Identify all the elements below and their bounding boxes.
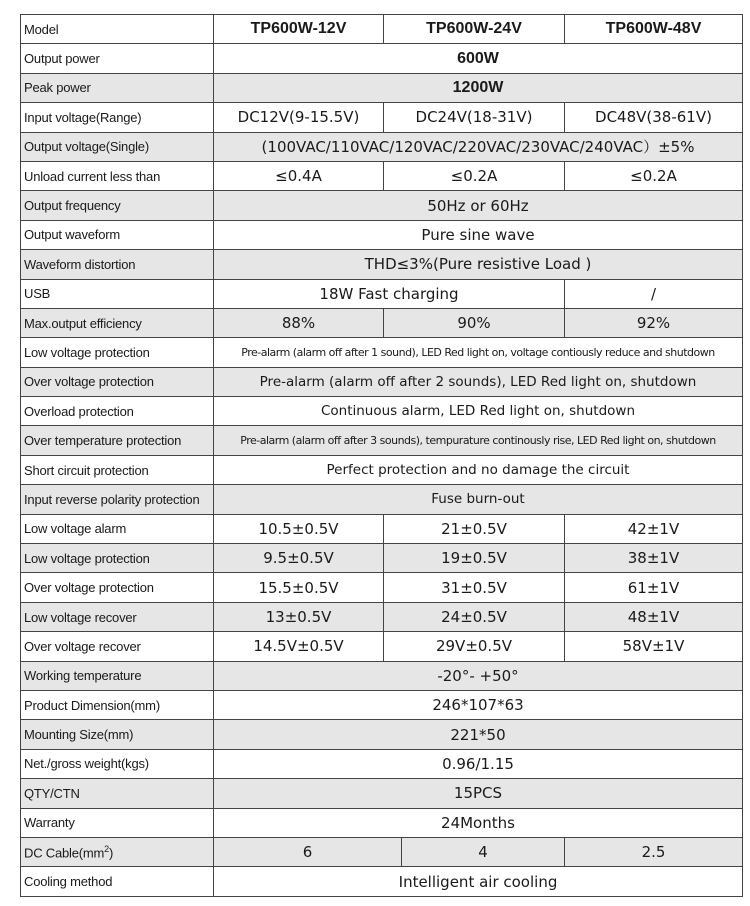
label-weight: Net./gross weight(kgs) xyxy=(21,749,214,778)
label-dc-cable-close: ) xyxy=(108,845,114,861)
label-model: Model xyxy=(21,15,214,44)
label-waveform-distortion: Waveform distortion xyxy=(21,250,214,279)
value-max-efficiency-12v: 88% xyxy=(214,308,384,337)
row-overload-protection xyxy=(21,397,743,426)
label-max-efficiency: Max.output efficiency xyxy=(21,308,214,337)
row-waveform-distortion xyxy=(21,250,743,279)
label-input-voltage: Input voltage(Range) xyxy=(21,103,214,132)
value-low-voltage-protection: Pre-alarm (alarm off after 1 sound), LED Red light on, voltage contiously reduce and shutdown xyxy=(214,338,743,367)
label-peak-power: Peak power xyxy=(21,73,214,102)
row-over-voltage-recover xyxy=(21,632,743,661)
value-max-efficiency-48v: 92% xyxy=(565,308,743,337)
value-over-voltage-recover-48v: 58V±1V xyxy=(565,632,743,661)
model-12v: TP600W-12V xyxy=(214,15,384,44)
row-low-voltage-recover xyxy=(21,602,743,631)
value-low-voltage-recover-48v: 48±1V xyxy=(565,602,743,631)
value-over-voltage-protection-12v: 15.5±0.5V xyxy=(214,573,384,602)
row-output-power xyxy=(21,44,743,73)
label-short-circuit-protection: Short circuit protection xyxy=(21,455,214,484)
value-peak-power: 1200W xyxy=(214,73,743,102)
row-short-circuit-protection xyxy=(21,455,743,484)
value-mounting-size: 221*50 xyxy=(214,720,743,749)
row-unload-current xyxy=(21,161,743,190)
row-low-voltage-protection-threshold xyxy=(21,544,743,573)
row-low-voltage-protection xyxy=(21,338,743,367)
label-low-voltage-protection-threshold: Low voltage protection xyxy=(21,544,214,573)
value-over-temperature-protection: Pre-alarm (alarm off after 3 sounds), tempurature continously rise, LED Red light on, shutdown xyxy=(214,426,743,455)
value-over-voltage-recover-24v: 29V±0.5V xyxy=(384,632,565,661)
label-product-dimension: Product Dimension(mm) xyxy=(21,690,214,719)
row-output-waveform xyxy=(21,220,743,249)
row-usb xyxy=(21,279,743,308)
label-dc-cable xyxy=(21,837,214,866)
row-cooling-method xyxy=(21,867,743,896)
label-output-power: Output power xyxy=(21,44,214,73)
row-model xyxy=(21,15,743,44)
value-low-voltage-recover-12v: 13±0.5V xyxy=(214,602,384,631)
label-mounting-size: Mounting Size(mm) xyxy=(21,720,214,749)
label-dc-cable-text: DC Cable(mm xyxy=(24,845,105,861)
label-reverse-polarity-protection: Input reverse polarity protection xyxy=(21,485,214,514)
row-working-temperature xyxy=(21,661,743,690)
value-low-voltage-recover-24v: 24±0.5V xyxy=(384,602,565,631)
row-weight xyxy=(21,749,743,778)
value-input-voltage-24v: DC24V(18-31V) xyxy=(384,103,565,132)
value-input-voltage-12v: DC12V(9-15.5V) xyxy=(214,103,384,132)
label-unload-current: Unload current less than xyxy=(21,161,214,190)
value-unload-current-48v: ≤0.2A xyxy=(565,161,743,190)
value-weight: 0.96/1.15 xyxy=(214,749,743,778)
value-product-dimension: 246*107*63 xyxy=(214,690,743,719)
value-over-voltage-protection-24v: 31±0.5V xyxy=(384,573,565,602)
label-low-voltage-recover: Low voltage recover xyxy=(21,602,214,631)
row-dc-cable xyxy=(21,837,743,866)
value-low-voltage-protection-24v: 19±0.5V xyxy=(384,544,565,573)
value-dc-cable-12v: 6 xyxy=(214,837,402,866)
value-waveform-distortion: THD≤3%(Pure resistive Load ) xyxy=(214,250,743,279)
row-output-voltage xyxy=(21,132,743,161)
row-low-voltage-alarm xyxy=(21,514,743,543)
value-low-voltage-alarm-12v: 10.5±0.5V xyxy=(214,514,384,543)
value-low-voltage-alarm-24v: 21±0.5V xyxy=(384,514,565,543)
row-peak-power xyxy=(21,73,743,102)
row-mounting-size xyxy=(21,720,743,749)
label-overload-protection: Overload protection xyxy=(21,397,214,426)
row-reverse-polarity-protection xyxy=(21,485,743,514)
label-output-frequency: Output frequency xyxy=(21,191,214,220)
model-48v: TP600W-48V xyxy=(565,15,743,44)
value-input-voltage-48v: DC48V(38-61V) xyxy=(565,103,743,132)
label-working-temperature: Working temperature xyxy=(21,661,214,690)
value-low-voltage-alarm-48v: 42±1V xyxy=(565,514,743,543)
value-usb-48v: / xyxy=(565,279,743,308)
label-warranty: Warranty xyxy=(21,808,214,837)
row-qty-ctn xyxy=(21,779,743,808)
label-qty-ctn: QTY/CTN xyxy=(21,779,214,808)
label-cooling-method: Cooling method xyxy=(21,867,214,896)
value-low-voltage-protection-12v: 9.5±0.5V xyxy=(214,544,384,573)
value-unload-current-12v: ≤0.4A xyxy=(214,161,384,190)
value-overload-protection: Continuous alarm, LED Red light on, shutdown xyxy=(214,397,743,426)
value-over-voltage-recover-12v: 14.5V±0.5V xyxy=(214,632,384,661)
value-over-voltage-protection-48v: 61±1V xyxy=(565,573,743,602)
label-over-voltage-protection-threshold: Over voltage protection xyxy=(21,573,214,602)
value-qty-ctn: 15PCS xyxy=(214,779,743,808)
model-24v: TP600W-24V xyxy=(384,15,565,44)
spec-table xyxy=(20,14,743,897)
value-reverse-polarity-protection: Fuse burn-out xyxy=(214,485,743,514)
label-output-waveform: Output waveform xyxy=(21,220,214,249)
row-input-voltage xyxy=(21,103,743,132)
value-working-temperature: -20°- +50° xyxy=(214,661,743,690)
value-over-voltage-protection: Pre-alarm (alarm off after 2 sounds), LED Red light on, shutdown xyxy=(214,367,743,396)
row-over-voltage-protection xyxy=(21,367,743,396)
label-over-temperature-protection: Over temperature protection xyxy=(21,426,214,455)
row-over-temperature-protection xyxy=(21,426,743,455)
label-low-voltage-protection: Low voltage protection xyxy=(21,338,214,367)
label-over-voltage-protection: Over voltage protection xyxy=(21,367,214,396)
value-dc-cable-24v: 4 xyxy=(402,837,565,866)
value-output-voltage: (100VAC/110VAC/120VAC/220VAC/230VAC/240VAC）±5% xyxy=(214,132,743,161)
value-warranty: 24Months xyxy=(214,808,743,837)
row-max-efficiency xyxy=(21,308,743,337)
value-output-frequency: 50Hz or 60Hz xyxy=(214,191,743,220)
label-low-voltage-alarm: Low voltage alarm xyxy=(21,514,214,543)
row-output-frequency xyxy=(21,191,743,220)
value-output-power: 600W xyxy=(214,44,743,73)
row-over-voltage-protection-threshold xyxy=(21,573,743,602)
value-short-circuit-protection: Perfect protection and no damage the circuit xyxy=(214,455,743,484)
row-warranty xyxy=(21,808,743,837)
label-output-voltage: Output voltage(Single) xyxy=(21,132,214,161)
label-dc-cable-sup: 2 xyxy=(104,843,109,854)
value-output-waveform: Pure sine wave xyxy=(214,220,743,249)
value-usb-12v-24v: 18W Fast charging xyxy=(214,279,565,308)
value-unload-current-24v: ≤0.2A xyxy=(384,161,565,190)
value-max-efficiency-24v: 90% xyxy=(384,308,565,337)
row-product-dimension xyxy=(21,690,743,719)
value-dc-cable-48v: 2.5 xyxy=(565,837,743,866)
value-low-voltage-protection-48v: 38±1V xyxy=(565,544,743,573)
label-over-voltage-recover: Over voltage recover xyxy=(21,632,214,661)
label-usb: USB xyxy=(21,279,214,308)
value-cooling-method: Intelligent air cooling xyxy=(214,867,743,896)
